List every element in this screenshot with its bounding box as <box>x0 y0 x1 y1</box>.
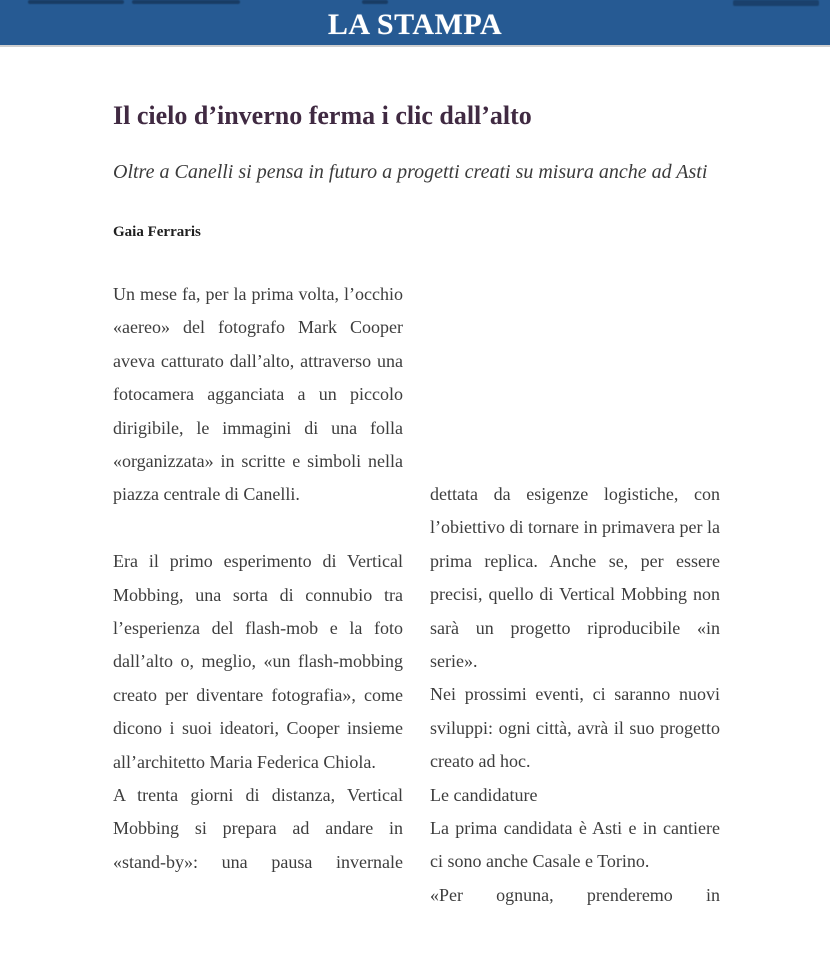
article-title: Il cielo d’inverno ferma i clic dall’alto <box>113 101 532 130</box>
article-paragraph: A trenta giorni di distanza, Vertical Mobbing si prepara ad andare in «stand-by»: una pausa invernale <box>113 785 403 872</box>
clipped-text-artifact <box>362 0 388 4</box>
article <box>113 49 723 912</box>
article-paragraph: Le candidature <box>430 784 538 805</box>
article-paragraph: La prima candidata è Asti e in cantiere ci sono anche Casale e Torino. <box>430 818 720 872</box>
article-paragraph: Era il primo esperimento di Vertical Mobbing, una sorta di connubio tra l’esperienza del flash-mob e la foto dall’alto o, meglio, «un flash-mobbing creato per diventare fotografia», come dicono i suoi ideatori, Cooper insieme all’architetto Maria Federica Chiola. <box>113 551 403 772</box>
article-paragraph: Nei prossimi eventi, ci saranno nuovi sviluppi: ogni città, avrà il suo progetto creato ad hoc. <box>430 684 720 772</box>
article-byline: Gaia Ferraris <box>113 224 201 240</box>
newspaper-logo[interactable]: LA STAMPA <box>327 8 503 41</box>
clipped-text-artifact <box>733 0 819 6</box>
article-paragraph: «Per ognuna, prenderemo in <box>430 884 720 905</box>
article-paragraph: dettata da esigenze logistiche, con l’obiettivo di tornare in primavera per la prima replica. Anche se, per essere precisi, quello di Vertical Mobbing non sarà un progetto riproducibile «in serie». <box>430 484 720 672</box>
clipped-text-artifact <box>132 0 240 4</box>
clipped-text-artifact <box>28 0 124 4</box>
article-paragraph: Un mese fa, per la prima volta, l’occhio «aereo» del fotografo Mark Cooper aveva catturato dall’alto, attraverso una fotocamera agganciata a un piccolo dirigibile, le immagini di una folla «organizzata» in scritte e simboli nella piazza centrale di Canelli. <box>113 284 403 505</box>
article-body <box>113 278 723 912</box>
article-subtitle: Oltre a Canelli si pensa in futuro a progetti creati su misura anche ad Asti <box>113 161 708 183</box>
body-column-left <box>113 278 403 912</box>
body-column-right <box>430 278 720 912</box>
masthead <box>0 0 830 47</box>
